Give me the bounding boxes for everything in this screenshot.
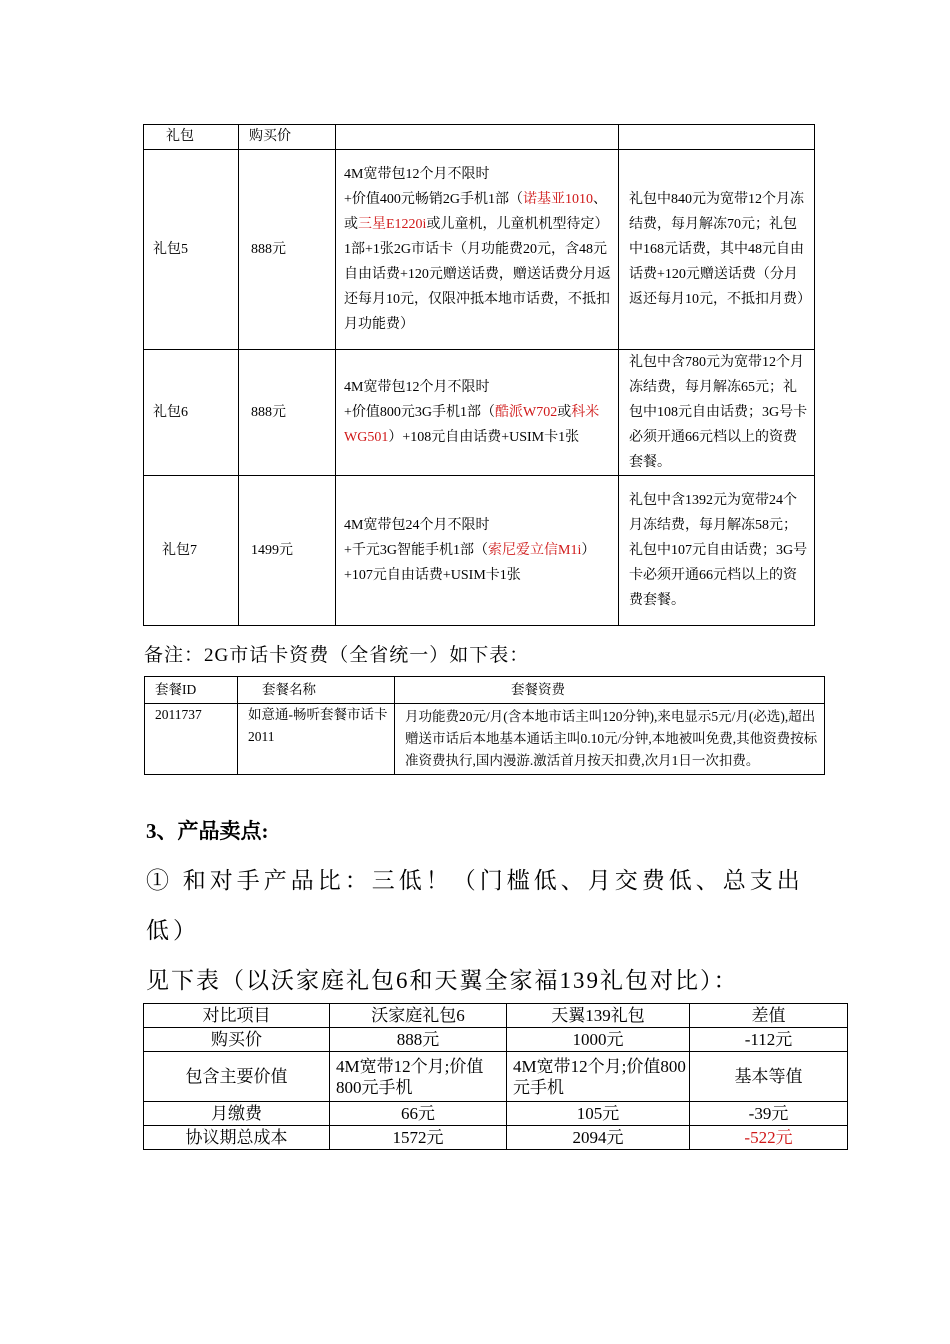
content-text: +千元3G智能手机1部（ bbox=[344, 543, 489, 558]
content-text: 4M宽带包24个月不限时 bbox=[344, 518, 490, 533]
package-fee: 月功能费20元/月(含本地市话主叫120分钟),来电显示5元/月(必选),超出赠送市话后本地基本通话主叫0.10元/分钟,本地被叫免费,其他资费按标准资费执行,国内漫游.激活首月按天扣费,次月1日一次扣费。 bbox=[395, 704, 825, 775]
header-tianyi: 天翼139礼包 bbox=[507, 1004, 690, 1028]
table-row bbox=[145, 704, 825, 775]
compare-diff: -522元 bbox=[690, 1126, 848, 1150]
content-text: +价值800元3G手机1部（ bbox=[344, 405, 496, 420]
header-package: 礼包 bbox=[144, 125, 239, 150]
content-text: 4M宽带包12个月不限时 bbox=[344, 380, 490, 395]
tariff-table bbox=[144, 676, 825, 775]
highlighted-model: 科米WG501 bbox=[344, 405, 600, 445]
package-remark: 礼包中含780元为宽带12个月冻结费，每月解冻65元；礼包中108元自由话费；3G号卡必须开通66元档以上的资费套餐。 bbox=[619, 350, 815, 476]
header-item: 对比项目 bbox=[144, 1004, 330, 1028]
compare-intro: 见下表（以沃家庭礼包6和天翼全家福139礼包对比）： bbox=[146, 968, 739, 993]
package-content bbox=[336, 150, 619, 350]
table-row bbox=[144, 1126, 848, 1150]
package-price: 888元 bbox=[239, 350, 336, 476]
table-row bbox=[144, 150, 815, 350]
highlighted-model: 酷派W702 bbox=[495, 405, 558, 420]
package-name: 礼包7 bbox=[144, 476, 239, 626]
content-text: 或 bbox=[557, 405, 572, 420]
package-name: 礼包5 bbox=[144, 150, 239, 350]
compare-item: 包含主要价值 bbox=[144, 1052, 330, 1102]
header-diff: 差值 bbox=[690, 1004, 848, 1028]
header-remark bbox=[619, 125, 815, 150]
table-row bbox=[144, 1028, 848, 1052]
header-package-fee: 套餐资费 bbox=[395, 677, 825, 704]
package-remark: 礼包中含1392元为宽带24个月冻结费，每月解冻58元；礼包中107元自由话费；3G号卡必须开通66元档以上的资费套餐。 bbox=[619, 476, 815, 626]
highlighted-model: 诺基亚1010 bbox=[523, 192, 594, 207]
table-row bbox=[144, 1102, 848, 1126]
compare-diff: -39元 bbox=[690, 1102, 848, 1126]
header-package-name: 套餐名称 bbox=[238, 677, 395, 704]
table-row bbox=[144, 476, 815, 626]
compare-tianyi: 4M宽带12个月;价值800元手机 bbox=[507, 1052, 690, 1102]
header-content bbox=[336, 125, 619, 150]
content-text: 4M宽带包12个月不限时 bbox=[344, 167, 490, 182]
compare-diff: 基本等值 bbox=[690, 1052, 848, 1102]
comparison-table bbox=[143, 1003, 848, 1150]
table-row bbox=[144, 1052, 848, 1102]
table-header-row bbox=[144, 125, 815, 150]
compare-tianyi: 2094元 bbox=[507, 1126, 690, 1150]
content-text: +价值400元畅销2G手机1部（ bbox=[344, 192, 524, 207]
table-header-row bbox=[145, 677, 825, 704]
content-text: 、或 bbox=[344, 192, 608, 232]
table-header-row bbox=[144, 1004, 848, 1028]
compare-item: 购买价 bbox=[144, 1028, 330, 1052]
package-content bbox=[336, 476, 619, 626]
highlighted-model: 索尼爱立信M1i bbox=[488, 543, 582, 558]
selling-point-line-1: ① 和对手产品比：三低！（门槛低、月交费低、总支出 bbox=[146, 868, 804, 893]
compare-item: 协议期总成本 bbox=[144, 1126, 330, 1150]
selling-point-line-2: 低） bbox=[146, 918, 200, 943]
header-wo-family: 沃家庭礼包6 bbox=[330, 1004, 507, 1028]
package-name: 礼包6 bbox=[144, 350, 239, 476]
compare-tianyi: 1000元 bbox=[507, 1028, 690, 1052]
compare-item: 月缴费 bbox=[144, 1102, 330, 1126]
package-remark: 礼包中840元为宽带12个月冻结费，每月解冻70元；礼包中168元话费，其中48元自由话费+120元赠送话费（分月返还每月10元，不抵扣月费） bbox=[619, 150, 815, 350]
note-text: 备注：2G市话卡资费（全省统一）如下表： bbox=[144, 645, 530, 666]
compare-diff: -112元 bbox=[690, 1028, 848, 1052]
gift-package-table bbox=[143, 124, 815, 626]
compare-wo: 1572元 bbox=[330, 1126, 507, 1150]
section-title: 3、产品卖点: bbox=[146, 819, 269, 843]
header-package-id: 套餐ID bbox=[145, 677, 238, 704]
content-text: ）+107元自由话费+USIM卡1张 bbox=[344, 543, 596, 583]
compare-tianyi: 105元 bbox=[507, 1102, 690, 1126]
package-price: 1499元 bbox=[239, 476, 336, 626]
highlighted-model: 三星E1220i bbox=[358, 217, 427, 232]
compare-wo: 4M宽带12个月;价值800元手机 bbox=[330, 1052, 507, 1102]
content-text: 或儿童机，儿童机机型待定）1部+1张2G市话卡（月功能费20元，含48元自由话费+120元赠送话费，赠送话费分月返还每月10元，仅限冲抵本地市话费，不抵扣月功能费） bbox=[344, 217, 611, 332]
compare-wo: 888元 bbox=[330, 1028, 507, 1052]
header-price: 购买价 bbox=[239, 125, 336, 150]
content-text: ）+108元自由话费+USIM卡1张 bbox=[388, 430, 580, 445]
package-content bbox=[336, 350, 619, 476]
package-id: 2011737 bbox=[145, 704, 238, 775]
package-name: 如意通-畅听套餐市话卡2011 bbox=[238, 704, 395, 775]
table-row bbox=[144, 350, 815, 476]
compare-wo: 66元 bbox=[330, 1102, 507, 1126]
package-price: 888元 bbox=[239, 150, 336, 350]
